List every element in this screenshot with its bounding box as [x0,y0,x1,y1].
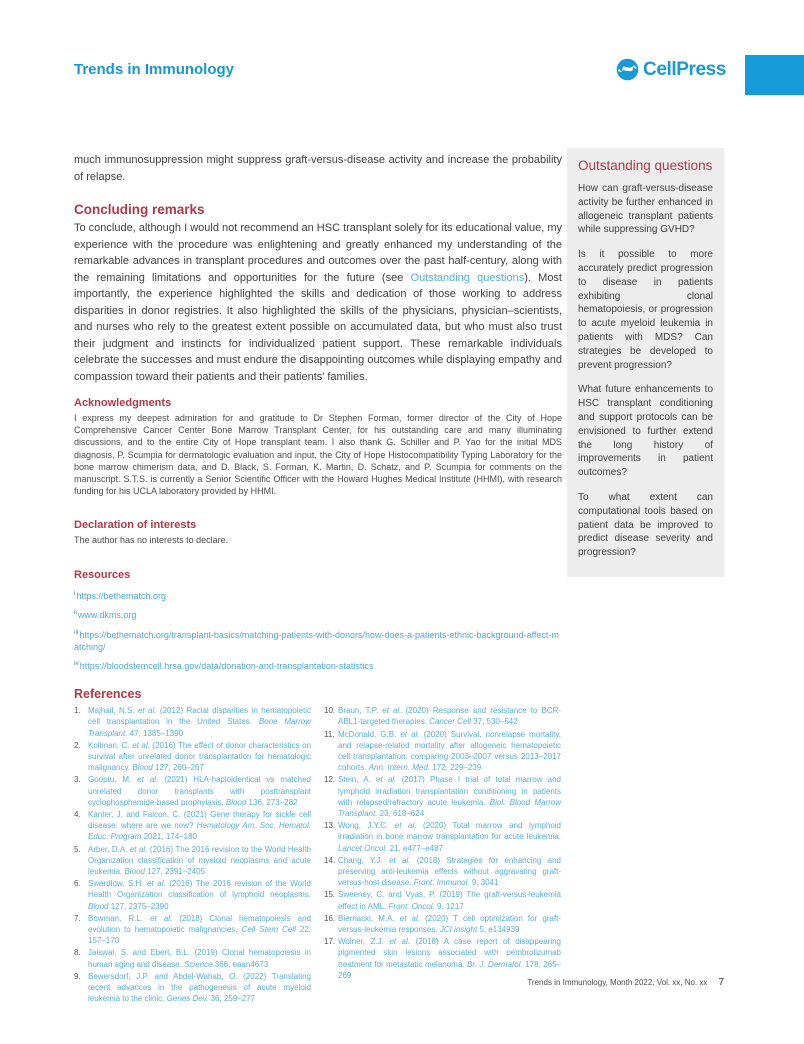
reference-text[interactable] [88,971,311,1005]
reference-number: 4. [74,809,81,819]
text-segment: 9, 3041 [469,878,499,888]
concluding-paragraph [74,220,562,385]
text-segment: Braun, T.P. [338,706,383,716]
italic-text: Ann. Intern. Med. [368,763,431,773]
reference-text[interactable] [338,729,561,774]
outstanding-question: Is it possible to more accurately predict progression to disease in patients exhibiting clonal hematopoiesis, or progression to acute myeloid leukemia in patients with MDS? Can strategies be developed to prevent progression? [578,249,713,371]
text-segment: Biernacki, M.A. [338,913,400,923]
text-segment: 9, 1217 [434,901,464,911]
cellpress-swoosh-icon [616,58,639,81]
text-segment: (2016) The 2016 revision of the World Health Organization classification of lymphoid neoplasms. [88,879,311,900]
reference-item [324,705,561,727]
resource-superscript: iii [74,628,79,636]
text-segment: (2018) Strategies for enhancing and preserving anti-leukemia effects without aggravating graft-versus-host disease. [338,855,561,888]
italic-text: Blood [124,866,145,876]
resource-link[interactable] [74,627,562,653]
reference-item [74,913,311,947]
outstanding-question: How can graft-versus-disease activity be further enhanced in allogeneic transplant patients while suppressing GVHD? [578,183,713,236]
italic-text: et al. [389,855,411,865]
reference-text[interactable] [88,947,311,969]
reference-number: 5. [74,844,81,854]
resource-superscript: iv [74,660,79,668]
text-segment: Kollman, C. [88,740,133,750]
resource-url[interactable]: https://bethematch.org/transplant-basics/matching-patients-with-donors/how-does-a-patients-ethnic-background-affect-matching/ [74,629,559,652]
italic-text: Blood [225,797,247,807]
resource-link[interactable] [74,607,562,621]
resource-link[interactable] [74,658,562,672]
text-segment: (2020) Total marrow and lymphoid irradiation in bone marrow transplantation for acute leukemia. [338,821,562,842]
outstanding-question: What future enhancements to HSC transplant conditioning and support protocols can be envisioned to further extend the long history of improvements in patient outcomes? [578,384,713,479]
italic-text: et al. [382,706,402,716]
italic-text: Hematology Am. Soc. Hematol. Educ. Program [88,821,311,842]
reference-text[interactable] [338,936,561,981]
text-segment: (2021) HLA-haploidentical vs matched unrelated donor transplants with posttransplant cyclophosphamide-based prophylaxis. [88,775,312,807]
text-segment: To conclude, although I would not recommend an HSC transplant solely for its educational value, my experience with the procedure was enlightening and greatly enhanced my understanding of the remarkable advances in transplant procedures and outcomes over the past half-century, along with the remaining limitations and opportunities for the future (see [74,222,562,284]
resource-url[interactable]: https://bethematch.org [76,590,167,601]
reference-number: 10. [324,706,336,716]
reference-item [324,820,561,854]
reference-text[interactable] [338,913,561,935]
reference-text[interactable] [88,878,311,912]
acknowledgments-heading: Acknowledgments [74,397,172,409]
italic-text: Blood [132,763,153,773]
italic-text: Front. Oncol. [388,901,435,911]
acknowledgments-text: I express my deepest admiration for and gratitude to Dr Stephen Forman, former director of the City of Hope Comprehensive Cancer Center Bone Marrow Transplant Center, for his outstanding care and many illuminating discussions, and to the entire City of Hope transplant team. I also thank G. Schiller and P. Yao for the initial MDS diagnosis, P. Scumpia for dermatologic evaluation and input, the City of Hope Histocompatibility Typing Laboratory for the bone marrow chimerism data, and D. Black, S. Forman, K. Martin, D. Schatz, and P. Scumpia for comments on the manuscript. S.T.S. is currently a Senior Scientific Officer with the Howard Hughes Medical Institute (HHMI), with research funding for his UCLA laboratory provided by HHMI. [74,413,562,497]
reference-number: 1. [74,706,81,716]
declaration-heading: Declaration of interests [74,519,197,532]
reference-item [74,740,311,774]
reference-number: 14. [324,855,336,865]
text-segment: Sweeney, C. and Vyas, P. (2019) The graft-versus-leukemia effect in AML. [338,890,561,911]
declaration-text: The author has no interests to declare. [74,535,229,546]
text-segment: (2012) Racial disparities in hematopoietic cell transplantation in the United States. [88,706,312,727]
text-segment: Stein, A. [338,775,377,785]
text-segment: (2016) The effect of donor characteristics on survival after unrelated donor transplantation for hematologic malignancy. [88,740,312,773]
italic-text: et al. [137,706,157,716]
italic-text: Science [184,959,213,969]
text-segment: 366, eaan4673 [212,959,269,969]
text-segment: Gooptu, M. [88,775,138,785]
reference-text[interactable] [338,774,561,819]
text-segment: 172, 229–239 [430,763,482,773]
reference-item [74,947,311,969]
reference-item [74,971,311,1005]
reference-text[interactable] [338,889,561,911]
intro-paragraph: much immunosuppression might suppress graft-versus-disease activity and increase the probability of relapse. [74,154,562,183]
cellpress-wordmark: CellPress [643,58,727,80]
reference-item [324,889,561,911]
italic-text: Genes Dev. [166,994,209,1004]
text-segment: 21, e477–e487 [387,843,443,853]
reference-text[interactable] [88,705,311,739]
italic-text: Br. J. Dermatol. [466,959,523,969]
outstanding-questions-body [578,182,713,560]
italic-text: Bone Marrow Transplant. [88,717,311,738]
italic-text: Biol. Blood Marrow Transplant. [338,797,561,818]
reference-text[interactable] [88,844,311,878]
text-segment: (2020) Survival, nonrelapse mortality, and relapse-related mortality after allogeneic hematopoietic cell transplantation: comparing 2003–2007 versus 2013–2017 cohorts. [338,729,562,773]
footer-citation: Trends in Immunology, Month 2022, Vol. xx, No. xx [527,978,708,987]
reference-number: 13. [324,821,336,831]
page-footer [527,977,724,988]
reference-number: 16. [324,913,336,923]
reference-text[interactable] [338,820,561,854]
text-segment: Wolner, Z.J. [338,937,390,947]
text-segment: 127, 2375–2390 [108,901,169,911]
text-segment: ). Most importantly, the experience highlighted the skills and dedication of those working to address disparities in donor registries. It also highlighted the skills of the physicians, physician–scientists, and nurses who rely to the greatest extent possible on accumulated data, but who must also trust their judgment and instincts for individualized patient support. These remarkable individuals celebrate the successes and must endure the disappointing outcomes while displaying empathy and compassion toward their patients and their patients’ families. [74,271,562,383]
italic-text: et al. [137,775,159,785]
journal-title: Trends in Immunology [74,61,235,78]
text-segment: 47, 1385–1390 [127,728,184,738]
italic-text: et al. [129,844,148,854]
italic-text: Front. Immunol. [413,878,470,888]
text-segment: (2017) Phase I trial of total marrow and lymphoid irradiation transplantation conditioning in patients with relapsed/refractory acute leukemia. [338,775,561,807]
text-segment: (2018) A case report of disappearing pigmented skin lesions associated with pembrolizumab treatment for metastatic melanoma. [338,937,562,969]
italic-text: Lancet Oncol. [338,843,388,853]
text-segment: Kanter, J. and Falcon, C. (2021) Gene therapy for sickle cell disease: where are we now? [88,809,311,831]
reference-number: 15. [324,890,336,900]
text-segment: McDonald, G.B. [338,729,401,739]
resources-list [74,588,562,673]
references-list [74,705,562,1005]
text-segment: 5, e134939 [477,924,520,934]
reference-number: 6. [74,879,81,889]
references-column-2 [324,705,561,1005]
italic-text: Blood [88,901,109,911]
reference-number: 2. [74,740,81,750]
text-segment: 127, 2391–2405 [144,866,205,876]
italic-text: et al. [376,775,397,785]
text-segment: 178, 265–269 [338,959,561,980]
reference-number: 11. [324,729,335,739]
text-segment: Majhail, N.S. [88,706,138,716]
reference-number: 3. [74,775,81,785]
text-segment: Bowman, R.L. [88,913,151,923]
text-segment: 136, 273–282 [246,797,298,807]
reference-item [324,913,561,935]
text-segment: Arber, D.A. [88,844,130,854]
reference-text[interactable] [88,740,311,774]
concluding-remarks-heading: Concluding remarks [74,202,205,217]
reference-item [324,774,561,819]
reference-item [324,936,561,981]
reference-number: 7. [74,913,81,923]
text-segment: Jaiswal, S. and Ebert, B.L. (2019) Clonal hematopoiesis in human aging and disease. [88,948,311,969]
reference-text[interactable] [338,705,561,727]
italic-text: et al. [394,821,417,831]
text-segment: 36, 259–277 [208,994,256,1004]
reference-number: 17. [324,937,336,947]
text-segment: 22, 157–170 [88,924,311,946]
text-segment: (2018) Clonal hematopoiesis and evolution to hematopoietic malignancies. [88,913,312,934]
italic-text: et al. [400,729,420,739]
resource-url[interactable]: https://bloodstemcell.hrsa.gov/data/donation-and-transplantation-statistics [79,661,374,672]
resource-superscript: ii [74,609,77,617]
italic-text: et al. [147,879,166,889]
text-segment: 23, 618–624 [377,808,425,818]
outstanding-questions-box [567,148,724,577]
resource-link[interactable] [74,588,562,602]
resource-url[interactable]: www.dkms.org [77,610,137,621]
outstanding-questions-heading: Outstanding questions [578,158,713,173]
text-segment: 2021, 174–180 [141,832,197,842]
reference-number: 12. [324,775,336,785]
text-segment: (2020) Response and resistance to BCR-ABL1-targeted therapies. [338,706,562,727]
reference-item [74,878,311,912]
references-column-1 [74,705,311,1005]
inline-link[interactable]: Outstanding questions [410,271,525,284]
page-number: 7 [718,977,724,988]
references-heading: References [74,687,142,702]
reference-text[interactable] [88,913,311,947]
corner-accent-box [745,55,804,95]
reference-text[interactable] [88,809,311,843]
reference-item [324,855,561,889]
text-segment: (2016) The 2016 revision to the World Health Organization classification of myeloid neoplasms and acute leukemia. [88,844,311,876]
text-segment: Wong, J.Y.C. [338,821,395,831]
text-segment: Swerdlow, S.H. [88,879,148,889]
reference-item [324,729,561,774]
reference-item [74,774,311,808]
italic-text: et al. [132,740,150,750]
reference-item [74,809,311,843]
resource-superscript: i [74,589,76,597]
reference-item [74,844,311,878]
reference-text[interactable] [338,855,561,889]
italic-text: Cancer Cell [429,717,471,727]
text-segment: (2020) T cell optimization for graft-versus-leukemia responses. [338,913,561,934]
italic-text: Cell Stem Cell [241,924,296,934]
italic-text: JCI insight [439,924,478,934]
text-segment: 37, 530–542 [470,717,518,727]
reference-text[interactable] [88,774,311,808]
italic-text: et al. [150,913,173,923]
text-segment: 127, 260–267 [152,763,204,773]
reference-number: 9. [74,971,81,981]
reference-item [74,705,311,739]
reference-number: 8. [74,948,81,958]
text-segment: Chang, Y.J. [338,855,390,865]
italic-text: et al. [389,937,411,947]
cellpress-logo [616,58,726,81]
italic-text: et al. [399,913,420,923]
outstanding-question: To what extent can computational tools based on patient data be improved to predict disease severity and progression? [578,491,713,559]
text-segment: Bewersdorf, J.P. and Abdel-Wahab, O. (2022) Translating recent advances in the pathogenesis of acute myeloid leukemia to the clinic. [88,971,311,1004]
main-column [74,152,562,1005]
resources-heading: Resources [74,568,131,581]
